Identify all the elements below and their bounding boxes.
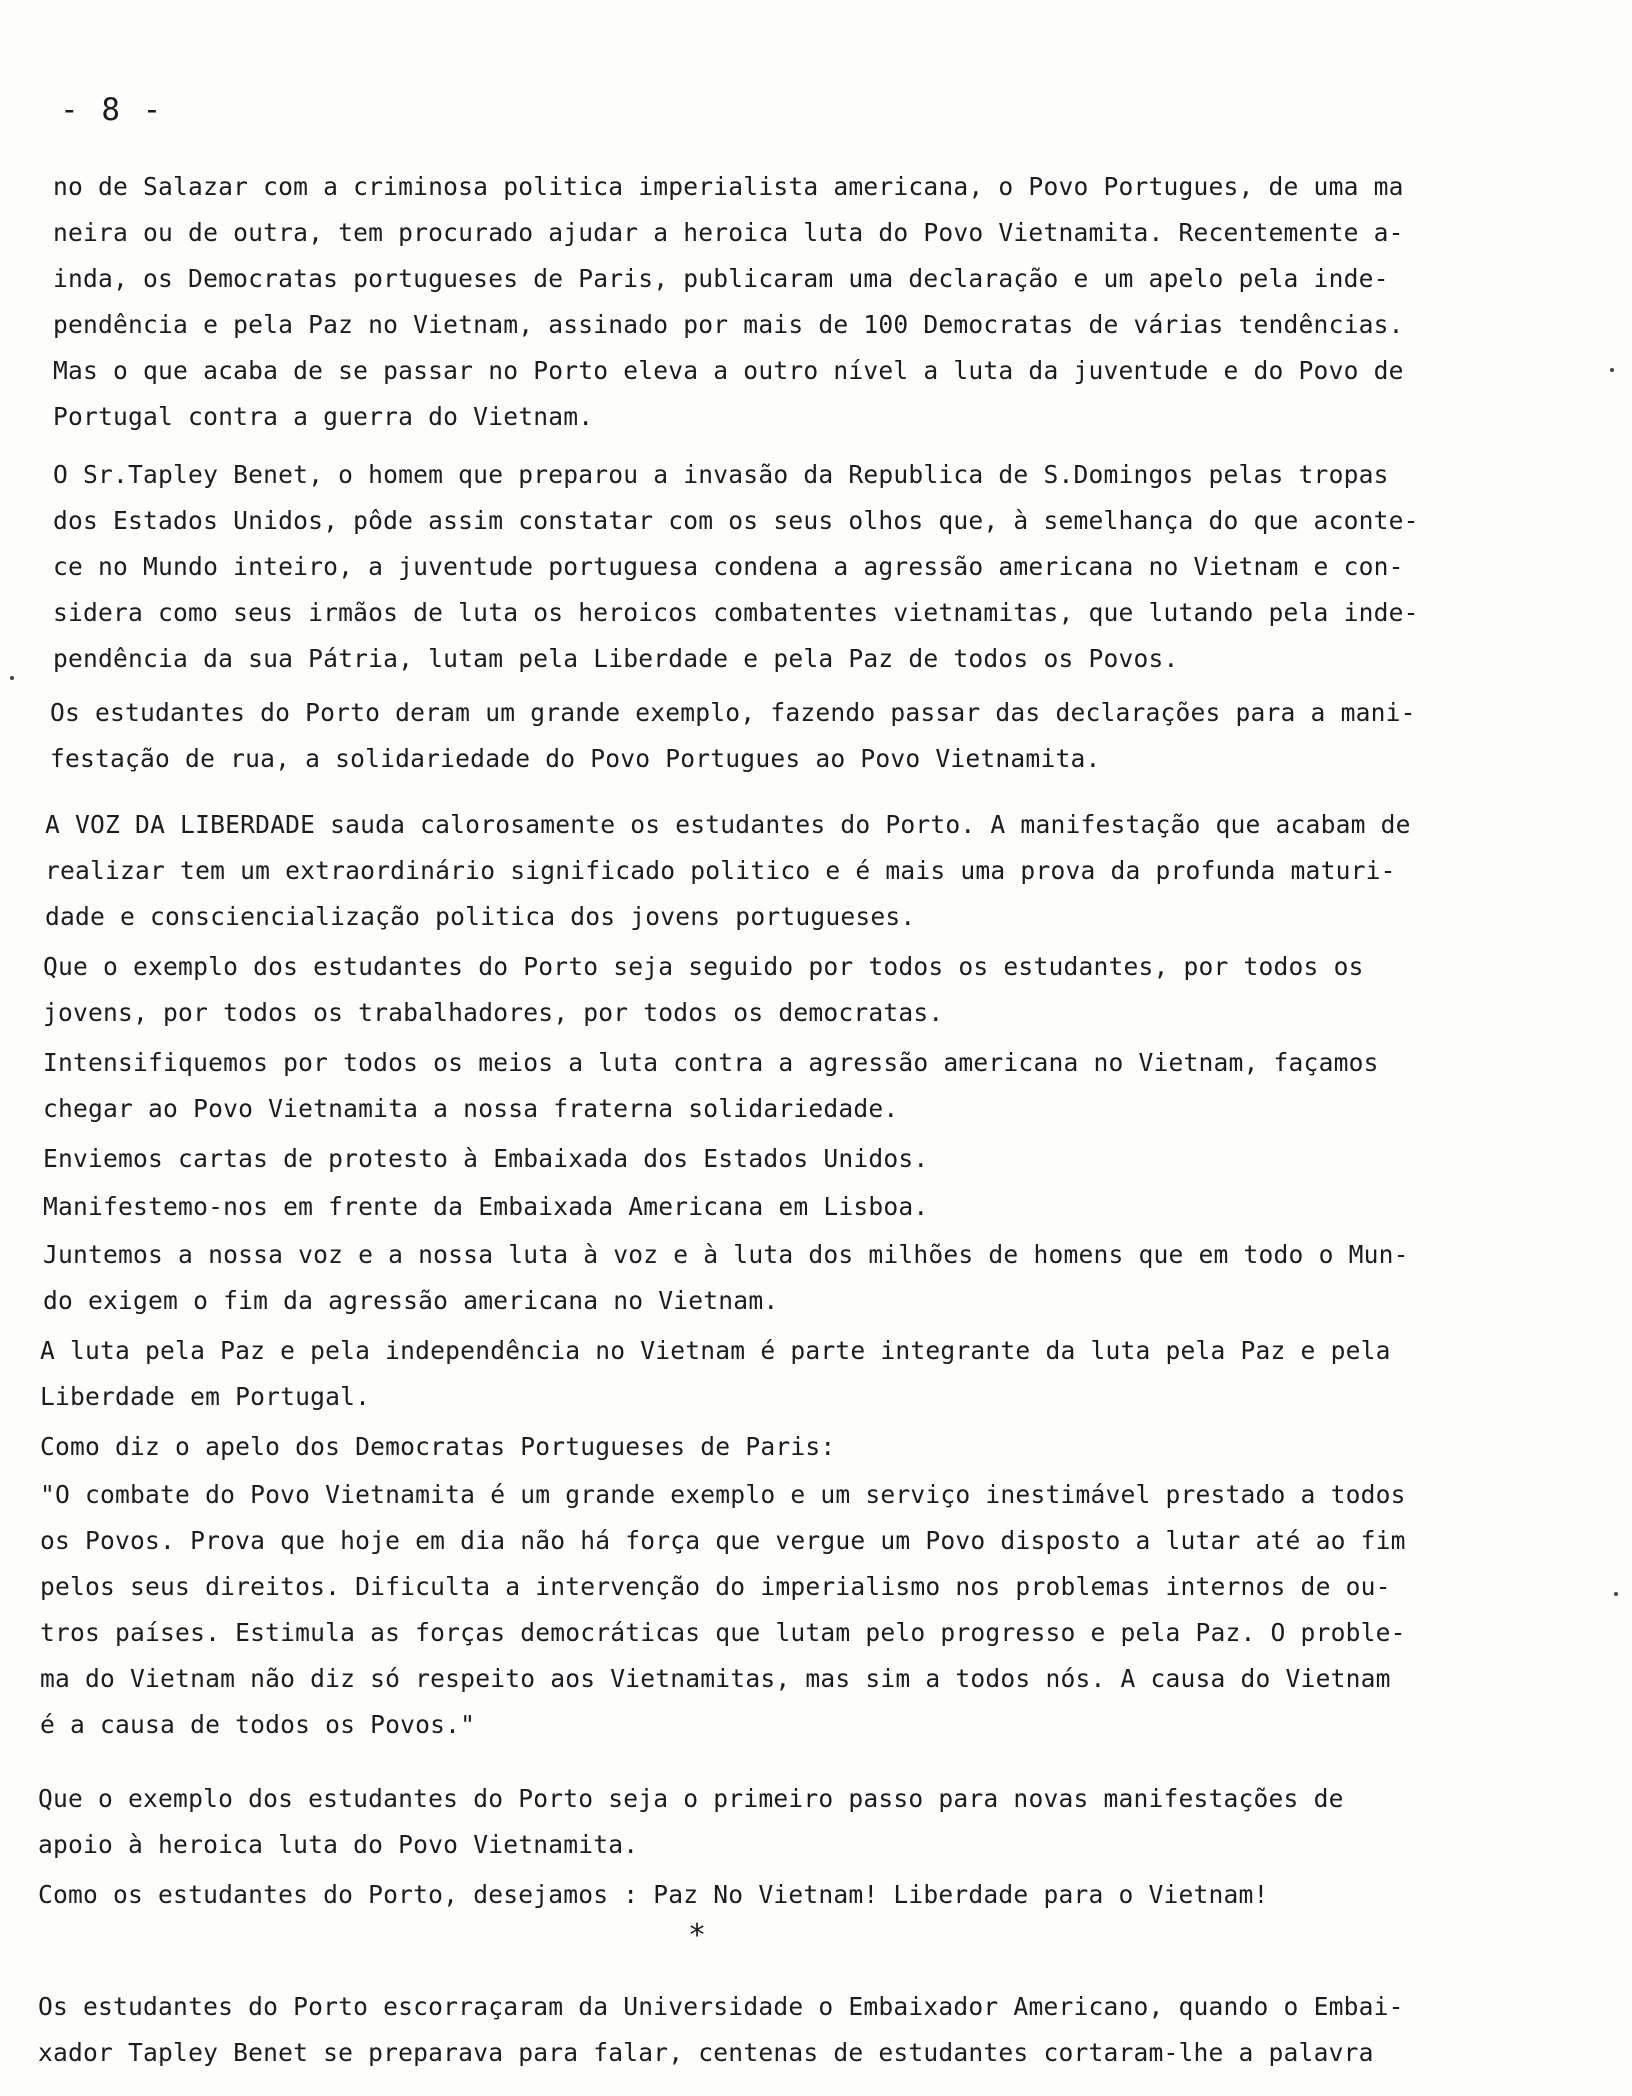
text-line: A luta pela Paz e pela independência no Vietnam é parte integrante da luta pela Paz e pela xyxy=(40,1336,1391,1365)
text-line: Intensifiquemos por todos os meios a luta contra a agressão americana no Vietnam, façamos xyxy=(43,1048,1379,1077)
quote-line: tros países. Estimula as forças democráticas que lutam pelo progresso e pela Paz. O proble- xyxy=(40,1618,1406,1647)
text-line: Os estudantes do Porto deram um grande exemplo, fazendo passar das declarações para a mani- xyxy=(50,698,1416,727)
text-line: Mas o que acaba de se passar no Porto eleva a outro nível a luta da juventude e do Povo de xyxy=(53,356,1404,385)
quote-line: "O combate do Povo Vietnamita é um grande exemplo e um serviço inestimável prestado a todos xyxy=(40,1480,1406,1509)
text-line: pendência e pela Paz no Vietnam, assinado por mais de 100 Democratas de várias tendências. xyxy=(53,310,1404,339)
text-line: Juntemos a nossa voz e a nossa luta à voz e à luta dos milhões de homens que em todo o Mun- xyxy=(43,1240,1409,1269)
text-line: Portugal contra a guerra do Vietnam. xyxy=(53,402,594,431)
text-line: Os estudantes do Porto escorraçaram da Universidade o Embaixador Americano, quando o Embai- xyxy=(38,1992,1404,2021)
scan-speck xyxy=(1610,368,1614,372)
scan-speck xyxy=(10,676,14,680)
text-line: apoio à heroica luta do Povo Vietnamita. xyxy=(38,1830,639,1859)
text-line: sidera como seus irmãos de luta os heroicos combatentes vietnamitas, que lutando pela inde- xyxy=(53,598,1419,627)
text-line: no de Salazar com a criminosa politica imperialista americana, o Povo Portugues, de uma ma xyxy=(53,172,1404,201)
text-line: O Sr.Tapley Benet, o homem que preparou a invasão da Republica de S.Domingos pelas tropas xyxy=(53,460,1389,489)
text-line: Manifestemo-nos em frente da Embaixada Americana em Lisboa. xyxy=(43,1192,929,1221)
text-line: Que o exemplo dos estudantes do Porto seja seguido por todos os estudantes, por todos os xyxy=(43,952,1364,981)
text-line: xador Tapley Benet se preparava para falar, centenas de estudantes cortaram-lhe a palavra xyxy=(38,2038,1374,2067)
text-line: do exigem o fim da agressão americana no Vietnam. xyxy=(43,1286,779,1315)
quote-line: os Povos. Prova que hoje em dia não há força que vergue um Povo disposto a lutar até ao fim xyxy=(40,1526,1406,1555)
section-separator: * xyxy=(688,1918,707,1953)
quote-line: pelos seus direitos. Dificulta a intervenção do imperialismo nos problemas internos de ou- xyxy=(40,1572,1391,1601)
text-line: jovens, por todos os trabalhadores, por todos os democratas. xyxy=(43,998,944,1027)
text-line: pendência da sua Pátria, lutam pela Liberdade e pela Paz de todos os Povos. xyxy=(53,644,1179,673)
quote-line: é a causa de todos os Povos." xyxy=(40,1710,476,1739)
text-line: dos Estados Unidos, pôde assim constatar com os seus olhos que, à semelhança do que aconte- xyxy=(53,506,1419,535)
text-line: dade e consciencialização politica dos jovens portugueses. xyxy=(45,902,916,931)
text-line: neira ou de outra, tem procurado ajudar a heroica luta do Povo Vietnamita. Recentemente a- xyxy=(53,218,1404,247)
text-line: Liberdade em Portugal. xyxy=(40,1382,371,1411)
text-line: A VOZ DA LIBERDADE sauda calorosamente os estudantes do Porto. A manifestação que acabam de xyxy=(45,810,1411,839)
text-line: Enviemos cartas de protesto à Embaixada dos Estados Unidos. xyxy=(43,1144,929,1173)
text-line: chegar ao Povo Vietnamita a nossa fraterna solidariedade. xyxy=(43,1094,899,1123)
scan-speck xyxy=(1614,1592,1618,1596)
page-number: - 8 - xyxy=(60,92,164,128)
text-line: ce no Mundo inteiro, a juventude portuguesa condena a agressão americana no Vietnam e con- xyxy=(53,552,1404,581)
text-line: Que o exemplo dos estudantes do Porto seja o primeiro passo para novas manifestações de xyxy=(38,1784,1344,1813)
text-line: Como os estudantes do Porto, desejamos : Paz No Vietnam! Liberdade para o Vietnam! xyxy=(38,1880,1269,1909)
text-line: Como diz o apelo dos Democratas Portugueses de Paris: xyxy=(40,1432,836,1461)
quote-line: ma do Vietnam não diz só respeito aos Vietnamitas, mas sim a todos nós. A causa do Vietnam xyxy=(40,1664,1391,1693)
text-line: realizar tem um extraordinário significado politico e é mais uma prova da profunda maturi- xyxy=(45,856,1396,885)
text-line: inda, os Democratas portugueses de Paris, publicaram uma declaração e um apelo pela inde- xyxy=(53,264,1389,293)
text-line: festação de rua, a solidariedade do Povo Portugues ao Povo Vietnamita. xyxy=(50,744,1101,773)
